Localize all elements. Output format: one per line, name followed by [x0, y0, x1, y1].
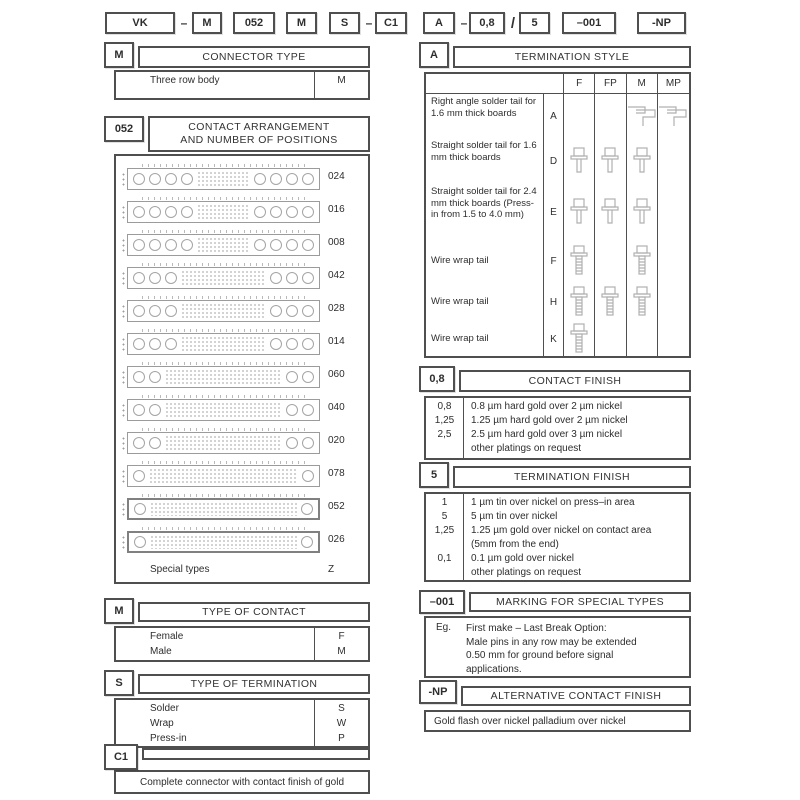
- pin-diagram-cell: [658, 282, 689, 322]
- arrangement-code: 014: [328, 336, 345, 347]
- arrangement-code: 024: [328, 171, 345, 182]
- c1-code-box: C1: [104, 744, 138, 770]
- finish-value: 5: [441, 511, 448, 522]
- type-of-contact-code-box: M: [104, 598, 134, 624]
- arrangement-row: [122, 259, 362, 292]
- type-of-termination-table: [114, 698, 370, 748]
- ts-row-letter: F: [544, 240, 564, 282]
- ts-row-letter: D: [544, 138, 564, 184]
- arrangement-code: 026: [328, 534, 345, 545]
- pin-diagram-cell: [564, 94, 595, 138]
- connector-diagram: [122, 494, 320, 520]
- arrangement-row: [122, 490, 362, 523]
- ts-row-desc: Straight solder tail for 1.6 mm thick boards: [426, 138, 544, 184]
- ts-col-header-fp: FP: [595, 74, 626, 94]
- finish-value: 1,25: [434, 525, 455, 536]
- pn-segment-contact: M: [286, 12, 317, 34]
- arrangement-code: 016: [328, 204, 345, 215]
- type-of-termination-code-box: S: [104, 670, 134, 696]
- termination-wrap-label: Wrap: [150, 718, 174, 729]
- pn-segment-np: -NP: [637, 12, 686, 34]
- marking-line: First make – Last Break Option:: [466, 623, 607, 634]
- ts-row-desc: Straight solder tail for 2.4 mm thick boards (Press-in from 1.5 to 4.0 mm): [426, 184, 544, 240]
- arrangement-code: 008: [328, 237, 345, 248]
- finish-value: 0,8: [437, 401, 452, 412]
- connector-diagram: [122, 164, 320, 190]
- np-code-box: -NP: [419, 680, 457, 704]
- finish-value: 1,25: [434, 415, 455, 426]
- pin-diagram-cell: [595, 184, 626, 240]
- termination-wrap-value: W: [336, 718, 347, 729]
- connector-type-value: M: [337, 75, 346, 86]
- ts-row-letter: K: [544, 322, 564, 356]
- marking-eg-label: Eg.: [436, 622, 452, 633]
- arrangement-row: [122, 160, 362, 193]
- pn-segment-style: A: [423, 12, 455, 34]
- arrangement-code: 060: [328, 369, 345, 380]
- arrangement-list: [116, 156, 368, 582]
- arrangement-row: [122, 325, 362, 358]
- special-types-label: Special types: [150, 563, 210, 575]
- termination-finish-table: [424, 492, 691, 582]
- arrangement-row: [122, 193, 362, 226]
- pin-diagram-cell: [627, 94, 658, 138]
- finish-desc: 2.5 µm hard gold over 3 µm nickel: [471, 429, 623, 440]
- marking-line: 0.50 mm for ground before signal: [466, 650, 614, 661]
- arrangement-header: [148, 116, 370, 152]
- arrangement-row: [122, 226, 362, 259]
- type-of-contact-table: [114, 626, 370, 662]
- termination-style-header: TERMINATION STYLE: [453, 46, 691, 68]
- ts-row-letter: A: [544, 94, 564, 138]
- pin-diagram-cell: [595, 94, 626, 138]
- pn-segment-vk: VK: [105, 12, 175, 34]
- connector-diagram: [122, 395, 320, 421]
- pin-diagram-cell: [627, 184, 658, 240]
- finish-desc: 0.8 µm hard gold over 2 µm nickel: [471, 401, 623, 412]
- finish-desc: 1.25 µm hard gold over 2 µm nickel: [471, 415, 628, 426]
- marking-header: MARKING FOR SPECIAL TYPES: [469, 592, 691, 612]
- contact-female-label: Female: [150, 631, 184, 642]
- arrangement-title-line2: AND NUMBER OF POSITIONS: [180, 134, 338, 146]
- finish-value: [426, 538, 463, 552]
- connector-diagram: [122, 230, 320, 256]
- termination-finish-header: TERMINATION FINISH: [453, 466, 691, 488]
- pin-diagram-cell: [595, 282, 626, 322]
- arrangement-row: [122, 457, 362, 490]
- ts-row-letter: E: [544, 184, 564, 240]
- termination-pressin-label: Press-in: [150, 733, 187, 744]
- connector-diagram: [122, 428, 320, 454]
- finish-desc: 1.25 µm gold over nickel on contact area: [471, 525, 652, 536]
- arrangement-row: [122, 424, 362, 457]
- marking-line: applications.: [466, 663, 522, 675]
- finish-desc: 1 µm tin over nickel on press–in area: [471, 497, 635, 508]
- np-note: Gold flash over nickel palladium over nickel: [424, 710, 691, 732]
- pin-diagram-cell: [564, 282, 595, 322]
- marking-code-box: –001: [419, 590, 465, 614]
- pin-diagram-cell: [564, 322, 595, 356]
- finish-value: [426, 442, 463, 456]
- pin-diagram-cell: [595, 240, 626, 282]
- arrangement-code: 052: [328, 501, 345, 512]
- pin-diagram-cell: [564, 184, 595, 240]
- ts-col-header-f: F: [564, 74, 595, 94]
- pin-diagram-cell: [595, 322, 626, 356]
- pn-dash: –: [365, 16, 373, 30]
- pn-dash: –: [180, 16, 188, 30]
- marking-note: [424, 616, 691, 678]
- type-of-contact-header: TYPE OF CONTACT: [138, 602, 370, 622]
- connector-type-table: [114, 70, 370, 100]
- pin-diagram-cell: [658, 322, 689, 356]
- ts-col-header-m: M: [627, 74, 658, 94]
- pn-slash: /: [510, 14, 516, 32]
- ts-col-header-mp: MP: [658, 74, 689, 94]
- finish-desc: 0.1 µm gold over nickel: [471, 553, 575, 564]
- contact-male-label: Male: [150, 646, 172, 657]
- termination-finish-code-box: 5: [419, 462, 449, 488]
- arrangement-code: 028: [328, 303, 345, 314]
- arrangement-code-box: 052: [104, 116, 144, 142]
- pin-diagram-cell: [627, 282, 658, 322]
- termination-style-table: [424, 72, 691, 358]
- connector-type-code-box: M: [104, 42, 134, 68]
- pn-segment-contact-finish: 0,8: [469, 12, 505, 34]
- pn-dash: –: [460, 16, 468, 30]
- pin-diagram-cell: [627, 322, 658, 356]
- arrangement-code: 020: [328, 435, 345, 446]
- termination-style-code-box: A: [419, 42, 449, 68]
- connector-diagram: [122, 527, 320, 553]
- finish-desc: other platings on request: [471, 567, 582, 578]
- connector-diagram: [122, 197, 320, 223]
- arrangement-code: 042: [328, 270, 345, 281]
- ts-row-letter: H: [544, 282, 564, 322]
- finish-value: 0,1: [437, 553, 452, 564]
- finish-desc: 5 µm tin over nickel: [471, 511, 558, 522]
- arrangement-row: [122, 523, 362, 556]
- pin-diagram-cell: [658, 184, 689, 240]
- arrangement-row: [122, 358, 362, 391]
- contact-female-value: F: [338, 631, 345, 642]
- type-of-termination-header: TYPE OF TERMINATION: [138, 674, 370, 694]
- connector-diagram: [122, 296, 320, 322]
- termination-solder-label: Solder: [150, 703, 179, 714]
- arrangement-table: [114, 154, 370, 584]
- connector-diagram: [122, 263, 320, 289]
- pn-segment-c1: C1: [375, 12, 407, 34]
- arrangement-title-line1: CONTACT ARRANGEMENT: [188, 121, 330, 133]
- pn-segment-marking: –001: [562, 12, 616, 34]
- pn-segment-type: M: [192, 12, 222, 34]
- contact-finish-code-box: 0,8: [419, 366, 455, 392]
- c1-header-bar: [142, 748, 370, 760]
- ts-row-desc: Wire wrap tail: [426, 282, 544, 322]
- connector-diagram: [122, 329, 320, 355]
- contact-finish-header: CONTACT FINISH: [459, 370, 691, 392]
- pin-diagram-cell: [627, 240, 658, 282]
- finish-value: 1: [441, 497, 448, 508]
- ts-row-desc: Wire wrap tail: [426, 322, 544, 356]
- pin-diagram-cell: [658, 94, 689, 138]
- ts-header-blank: [426, 74, 564, 94]
- marking-line: Male pins in any row may be extended: [466, 636, 637, 648]
- finish-desc: (5mm from the end): [471, 539, 559, 550]
- finish-value: 2,5: [437, 429, 452, 440]
- finish-value: [426, 566, 463, 580]
- special-types-code: Z: [328, 563, 335, 575]
- termination-pressin-value: P: [338, 733, 345, 744]
- c1-note: Complete connector with contact finish of gold: [114, 770, 370, 794]
- connector-type-label: Three row body: [150, 75, 220, 86]
- pin-diagram-cell: [595, 138, 626, 184]
- finish-desc: other platings on request: [471, 443, 582, 454]
- connector-diagram: [122, 362, 320, 388]
- termination-solder-value: S: [338, 703, 345, 714]
- ts-row-desc: Right angle solder tail for 1.6 mm thick boards: [426, 94, 544, 138]
- connector-type-header: CONNECTOR TYPE: [138, 46, 370, 68]
- pin-diagram-cell: [627, 138, 658, 184]
- pin-diagram-cell: [564, 240, 595, 282]
- ts-row-desc: Wire wrap tail: [426, 240, 544, 282]
- arrangement-row: [122, 292, 362, 325]
- special-types-row: [122, 556, 362, 582]
- arrangement-row: [122, 391, 362, 424]
- contact-male-value: M: [337, 646, 346, 657]
- contact-finish-table: [424, 396, 691, 460]
- np-header: ALTERNATIVE CONTACT FINISH: [461, 686, 691, 706]
- connector-diagram: [122, 461, 320, 487]
- pin-diagram-cell: [658, 240, 689, 282]
- pn-segment-termination-finish: 5: [519, 12, 550, 34]
- arrangement-code: 040: [328, 402, 345, 413]
- arrangement-code: 078: [328, 468, 345, 479]
- pin-diagram-cell: [564, 138, 595, 184]
- pin-diagram-cell: [658, 138, 689, 184]
- pn-segment-termination: S: [329, 12, 360, 34]
- pn-segment-arrangement: 052: [233, 12, 275, 34]
